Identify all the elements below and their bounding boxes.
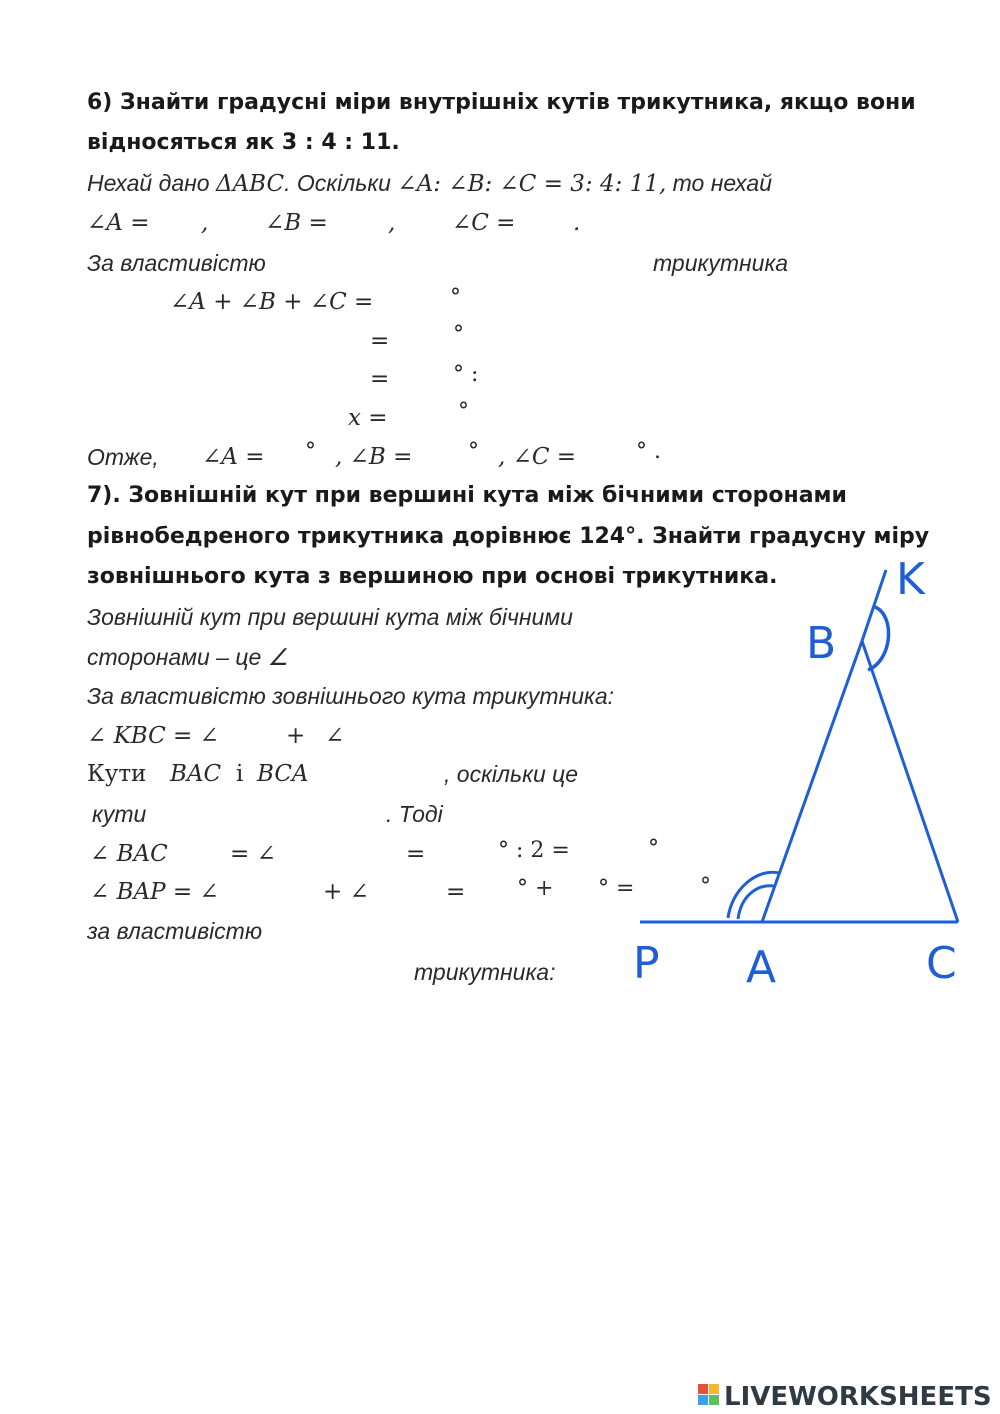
- label-p: P: [633, 938, 660, 989]
- angle-bca-name: BCA: [257, 761, 309, 787]
- bap-row-eq2: ° =: [598, 876, 635, 901]
- bac-row-divide: ° : 2 =: [498, 838, 570, 863]
- x-equals: x =: [348, 405, 388, 431]
- equals-3: =: [370, 366, 390, 392]
- label-a: A: [746, 942, 777, 993]
- angles-word: Кути: [87, 761, 147, 787]
- conclusion-deg-c-dot: ° .: [636, 439, 661, 464]
- bap-row-equals: =: [446, 879, 466, 905]
- kbc-plus: +: [286, 723, 306, 749]
- then-text: . Тоді: [386, 801, 443, 827]
- because-text: , оскільки це: [444, 761, 579, 787]
- task7-heading-line1: 7). Зовнішній кут при вершині кута між бічними сторонами: [87, 483, 847, 508]
- triangle-abc: ΔABC: [215, 171, 285, 197]
- bac-row-degree: °: [648, 836, 659, 861]
- ratio-expression: ∠A: ∠B: ∠C = 3: 4: 11,: [397, 171, 667, 197]
- angle-sum-equation: ∠A + ∠B + ∠C =: [170, 289, 374, 315]
- conclusion-label: Отже,: [87, 444, 159, 470]
- task7-statement-3: За властивістю зовнішнього кута трикутника:: [87, 683, 615, 709]
- bac-row-label: ∠ BAC: [90, 841, 168, 867]
- extension-bk: [862, 570, 886, 641]
- bap-row-degree: °: [700, 874, 711, 899]
- and-word: і: [236, 761, 244, 787]
- conclusion-deg-a: °: [305, 439, 316, 464]
- degree-colon: ° :: [453, 362, 479, 387]
- task7-heading-line3: зовнішнього кута з вершиною при основі трикутника.: [87, 564, 778, 589]
- given-text-3: то нехай: [666, 170, 773, 196]
- bap-row-plus-angle: + ∠: [323, 879, 369, 905]
- let-angle-b: ∠B =: [265, 210, 328, 236]
- task7-statement-1: Зовнішній кут при вершині кута між бічними: [87, 604, 573, 630]
- angle-bac-name: BAC: [170, 761, 222, 787]
- bac-row-eq-angle: = ∠: [230, 841, 276, 867]
- conclusion-angle-c: , ∠C =: [498, 444, 577, 470]
- let-dot: .: [573, 210, 581, 236]
- task7-heading-line2: рівнобедреного трикутника дорівнює 124°. Знайти градусну міру: [87, 524, 930, 549]
- side-ab: [762, 641, 862, 922]
- task7-statement-2: сторонами – це ∠: [87, 644, 289, 670]
- bac-row-equals: =: [406, 841, 426, 867]
- side-bc: [862, 641, 958, 922]
- liveworksheets-brand[interactable]: LIVEWORKSHEETS: [724, 1382, 992, 1412]
- bap-row-label: ∠ BAP = ∠: [90, 879, 219, 905]
- property-text-left: За властивістю: [87, 250, 266, 276]
- given-text-1: Нехай дано: [87, 170, 216, 196]
- let-comma-2: ,: [388, 210, 396, 236]
- conclusion-angle-a: ∠A =: [202, 444, 265, 470]
- property-text-2: за властивістю: [87, 918, 263, 944]
- liveworksheets-logo-icon: [698, 1384, 720, 1406]
- label-c: C: [926, 938, 957, 989]
- let-comma-1: ,: [201, 210, 209, 236]
- kbc-equation: ∠ KBC = ∠: [87, 723, 219, 749]
- conclusion-angle-b: , ∠B =: [335, 444, 413, 470]
- degree-4: °: [458, 399, 469, 424]
- equals-2: =: [370, 328, 390, 354]
- conclusion-deg-b: °: [468, 439, 479, 464]
- property-text-3: трикутника:: [414, 959, 556, 985]
- degree-1: °: [450, 285, 461, 310]
- given-text-2: . Оскільки: [284, 170, 398, 196]
- label-b: B: [806, 618, 837, 669]
- property-text-right: трикутника: [653, 250, 789, 276]
- let-angle-a: ∠A =: [87, 210, 150, 236]
- angles-word-2: кути: [92, 801, 147, 827]
- bap-row-plus: ° +: [517, 876, 554, 901]
- kbc-angle-2: ∠: [325, 723, 345, 749]
- degree-2: °: [453, 322, 464, 347]
- task6-heading-line2: відносяться як 3 : 4 : 11.: [87, 130, 400, 155]
- label-k: K: [896, 554, 925, 605]
- task6-heading-line1: 6) Знайти градусні міри внутрішніх кутів трикутника, якщо вони: [87, 90, 916, 115]
- let-angle-c: ∠C =: [452, 210, 516, 236]
